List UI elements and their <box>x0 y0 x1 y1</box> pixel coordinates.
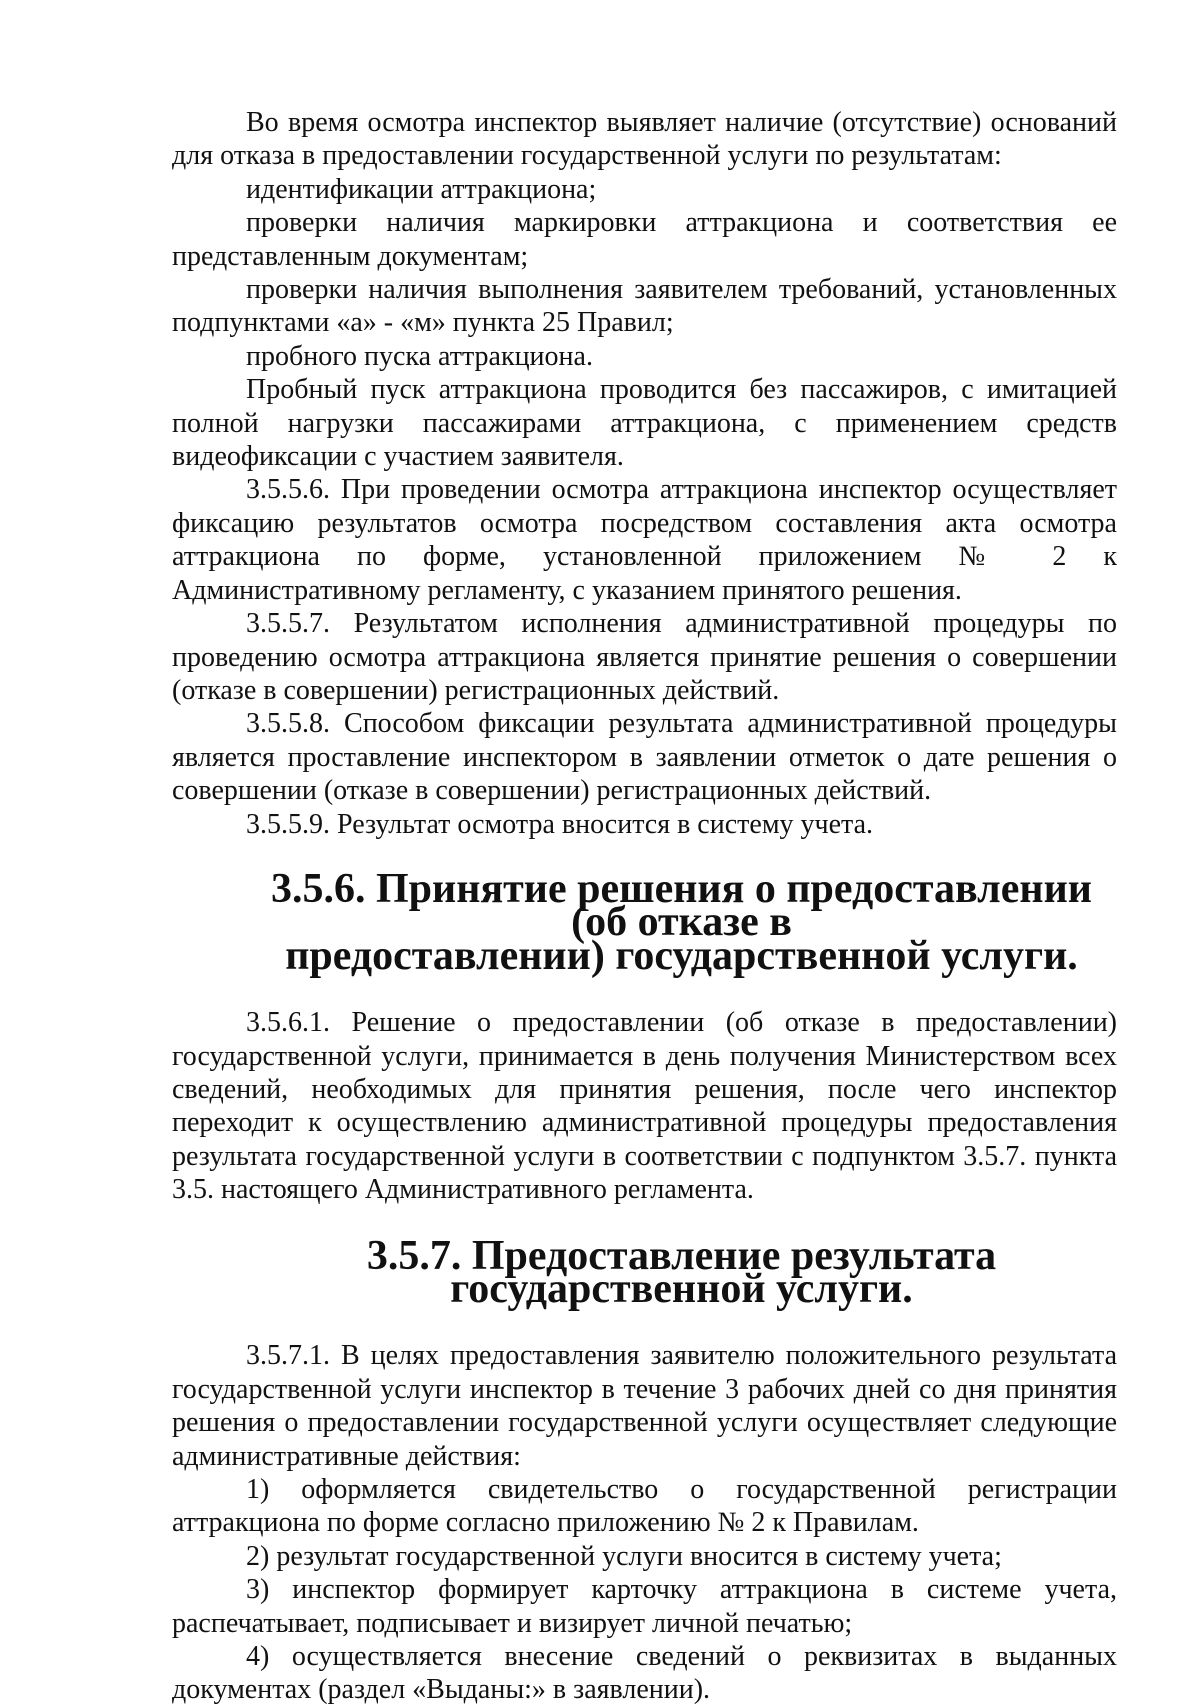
paragraph-inspection-intro: Во время осмотра инспектор выявляет наличие (отсутствие) оснований для отказа в предоставлении государственной услуги по результатам: <box>172 107 1117 172</box>
section-heading-3-5-6 <box>172 865 1117 979</box>
heading-line: 3.5.6. Принятие решения о предоставлении (об отказе в <box>271 865 1092 946</box>
decision-section <box>172 1006 1117 1206</box>
paragraph-identification: идентификации аттракциона; <box>246 173 597 205</box>
paragraph-trial-run-details: Пробный пуск аттракциона проводится без пассажиров, с имитацией полной нагрузки пассажирами аттракциона, с применением средств видеофиксации с участием заявителя. <box>172 374 1117 473</box>
paragraph-3-5-5-8: 3.5.5.8. Способом фиксации результата административной процедуры является проставление инспектором в заявлении отметок о дате решения о совершении (отказе в совершении) регистрационных действий. <box>172 708 1117 807</box>
heading-line: 3.5.7. Предоставление результата государственной услуги. <box>366 1232 997 1312</box>
paragraph-3-5-6-1: 3.5.6.1. Решение о предоставлении (об отказе в предоставлении) государственной услуги, принимается в день получения Министерством всех сведений, необходимых для принятия решения, после чего инспектор переходит к осуществлению административной процедуры предоставления результата государственной услуги в соответствии с подпунктом 3.5.7. пункта 3.5. настоящего Административного регламента. <box>172 1007 1117 1206</box>
paragraph-3-5-5-7: 3.5.5.7. Результатом исполнения административной процедуры по проведению осмотра аттракциона является принятие решения о совершении (отказе в совершении) регистрационных действий. <box>172 608 1117 706</box>
paragraph-marking-check: проверки наличия маркировки аттракциона и соответствия ее представленным документам; <box>172 207 1117 272</box>
paragraph-requirements-check: проверки наличия выполнения заявителем требований, установленных подпунктами «а» - «м» пункта 25 Правил; <box>172 274 1117 339</box>
paragraph-3-5-5-9: 3.5.5.9. Результат осмотра вносится в систему учета. <box>246 808 874 840</box>
paragraph-3-5-7-1: 3.5.7.1. В целях предоставления заявителю положительного результата государственной услуги инспектор в течение 3 рабочих дней со дня принятия решения о предоставлении государственной услуги осуществляет следующие административные действия: <box>172 1340 1117 1472</box>
list-item-certificate: 1) оформляется свидетельство о государственной регистрации аттракциона по форме согласно приложению № 2 к Правилам. <box>172 1474 1117 1539</box>
paragraph-trial-run: пробного пуска аттракциона. <box>246 340 593 372</box>
list-item-accounting-system: 2) результат государственной услуги вносится в систему учета; <box>246 1540 1002 1572</box>
inspection-section <box>172 106 1117 841</box>
section-heading-3-5-7 <box>172 1232 1117 1312</box>
document-page <box>172 106 1117 1707</box>
result-section <box>172 1339 1117 1706</box>
paragraph-3-5-5-6: 3.5.5.6. При проведении осмотра аттракциона инспектор осуществляет фиксацию результатов осмотра посредством составления акта осмотра аттракциона по форме, установленной приложением № 2 к Административному регламенту, с указанием принятого решения. <box>172 474 1117 606</box>
list-item-attraction-card: 3) инспектор формирует карточку аттракциона в системе учета, распечатывает, подписывает и визирует личной печатью; <box>172 1574 1117 1639</box>
list-item-issued-documents: 4) осуществляется внесение сведений о реквизитах в выданных документах (раздел «Выданы:» в заявлении). <box>172 1641 1117 1706</box>
heading-line: предоставлении) государственной услуги. <box>285 932 1078 979</box>
